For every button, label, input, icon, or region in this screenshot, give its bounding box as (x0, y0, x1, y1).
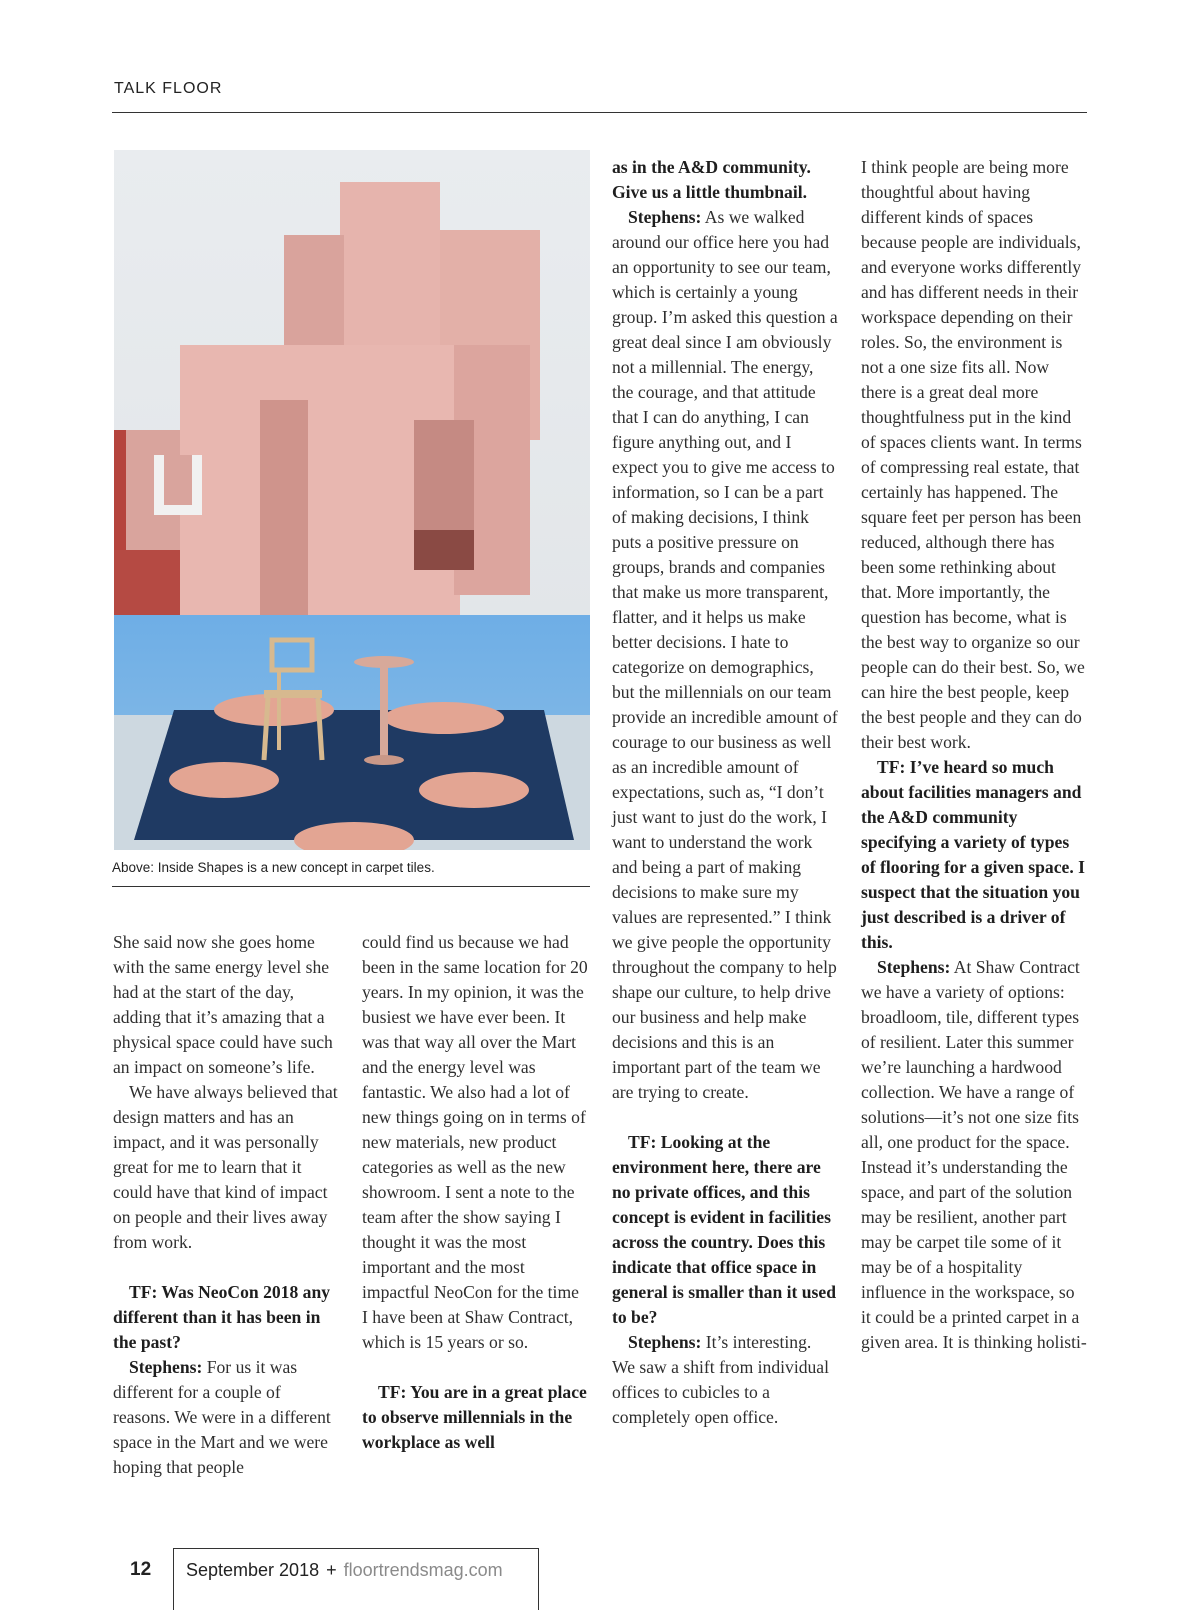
footer-separator: + (326, 1560, 337, 1580)
speaker-label: Stephens: (129, 1357, 203, 1377)
answer-text: It’s interesting. We saw a shift from individual offices to cubicles to a completely open office. (612, 1332, 829, 1427)
interview-question: TF: You are in a great place to observe millennials in the workplace as well (362, 1382, 587, 1452)
interview-question: TF: Was NeoCon 2018 any different than it has been in the past? (113, 1282, 331, 1352)
answer-text: At Shaw Contract we have a variety of options: broadloom, tile, different types of resilient. Later this summer we’re launching a hardwood collection. We have a range of solutions—it’s not one size fits all, one product for the space. Instead it’s understanding the space, and part of the solution may be resilient, another part may be carpet tile some of it may be of a hospitality influence in the workspace, so it could be a printed carpet in a given area. It is thinking holisti- (861, 957, 1087, 1352)
website-link[interactable]: floortrendsmag.com (343, 1560, 503, 1580)
footer-text (186, 1560, 503, 1581)
speaker-label: Stephens: (628, 1332, 702, 1352)
column-2 (362, 930, 588, 1455)
section-label: TALK FLOOR (114, 80, 223, 97)
interview-answer (612, 205, 838, 1105)
interview-answer (113, 1355, 339, 1480)
interview-question: TF: Looking at the environment here, there are no private offices, and this concept is evident in facilities across the country. Does this indicate that office space in general is smaller than it used to be? (612, 1132, 836, 1327)
answer-text: For us it was different for a couple of reasons. We were in a different space in the Mart and we were hoping that people (113, 1357, 331, 1477)
paragraph: could find us because we had been in the same location for 20 years. In my opinion, it was the busiest we have ever been. It was that way all over the Mart and the energy level was fantastic. We also had a lot of new things going on in terms of new materials, new product categories as well as the new showroom. I sent a note to the team after the show saying I thought it was the most important and the most impactful NeoCon for the time I have been at Shaw Contract, which is 15 years or so. (362, 932, 588, 1352)
paragraph: I think people are being more thoughtful about having different kinds of spaces because people are individuals, and everyone works differently and has different needs in their workspace depending on their roles. So, the environment is not a one size fits all. Now there is a great deal more thoughtfulness put in the kind of spaces clients want. In terms of compressing real estate, that certainly has happened. The square feet per person has been reduced, although there has been some rethinking about that. More importantly, the question has become, what is the best way to organize so our people can do their best. So, we can hire the best people, keep the best people and they can do their best work. (861, 157, 1085, 752)
paragraph: We have always believed that design matters and has an impact, and it was personally great for me to learn that it could have that kind of impact on people and their lives away from work. (113, 1082, 338, 1252)
interview-answer (612, 1330, 838, 1430)
answer-text: As we walked around our office here you had an opportunity to see our team, which is certainly a young group. I’m asked this question a great deal since I am obviously not a millennial. The energy, the courage, and that attitude that I can do anything, I can figure anything out, and I expect you to give me access to information, so I can be a part of making decisions, I think puts a positive pressure on groups, brands and companies that make us more transparent, flatter, and it helps us make better decisions. I hate to categorize on demographics, but the millennials on our team provide an incredible amount of courage to our business as well as an incredible amount of expectations, such as, “I don’t just want to just do the work, I want to understand the work and being a part of making decisions to make sure my values are represented.” I think we give people the opportunity throughout the company to help shape our culture, to help drive our business and help make decisions and this is an important part of the team we are trying to create. (612, 207, 838, 1102)
speaker-label: Stephens: (877, 957, 951, 977)
speaker-label: Stephens: (628, 207, 702, 227)
photo-caption: Above: Inside Shapes is a new concept in carpet tiles. (112, 860, 435, 875)
column-3 (612, 155, 838, 1430)
interview-question: TF: I’ve heard so much about facilities managers and the A&D community specifying a variety of types of flooring for a given space. I suspect that the situation you just described is a driver of this. (861, 757, 1085, 952)
caption-rule (112, 886, 590, 887)
issue-date: September 2018 (186, 1560, 320, 1580)
interview-question-continued: as in the A&D community. Give us a little thumbnail. (612, 157, 811, 202)
feature-photo (114, 150, 590, 850)
column-1 (113, 930, 339, 1480)
column-4 (861, 155, 1087, 1355)
header-rule (112, 112, 1087, 113)
interview-answer (861, 955, 1087, 1355)
paragraph: She said now she goes home with the same energy level she had at the start of the day, adding that it’s amazing that a physical space could have such an impact on someone’s life. (113, 932, 333, 1077)
page-number: 12 (130, 1559, 152, 1580)
